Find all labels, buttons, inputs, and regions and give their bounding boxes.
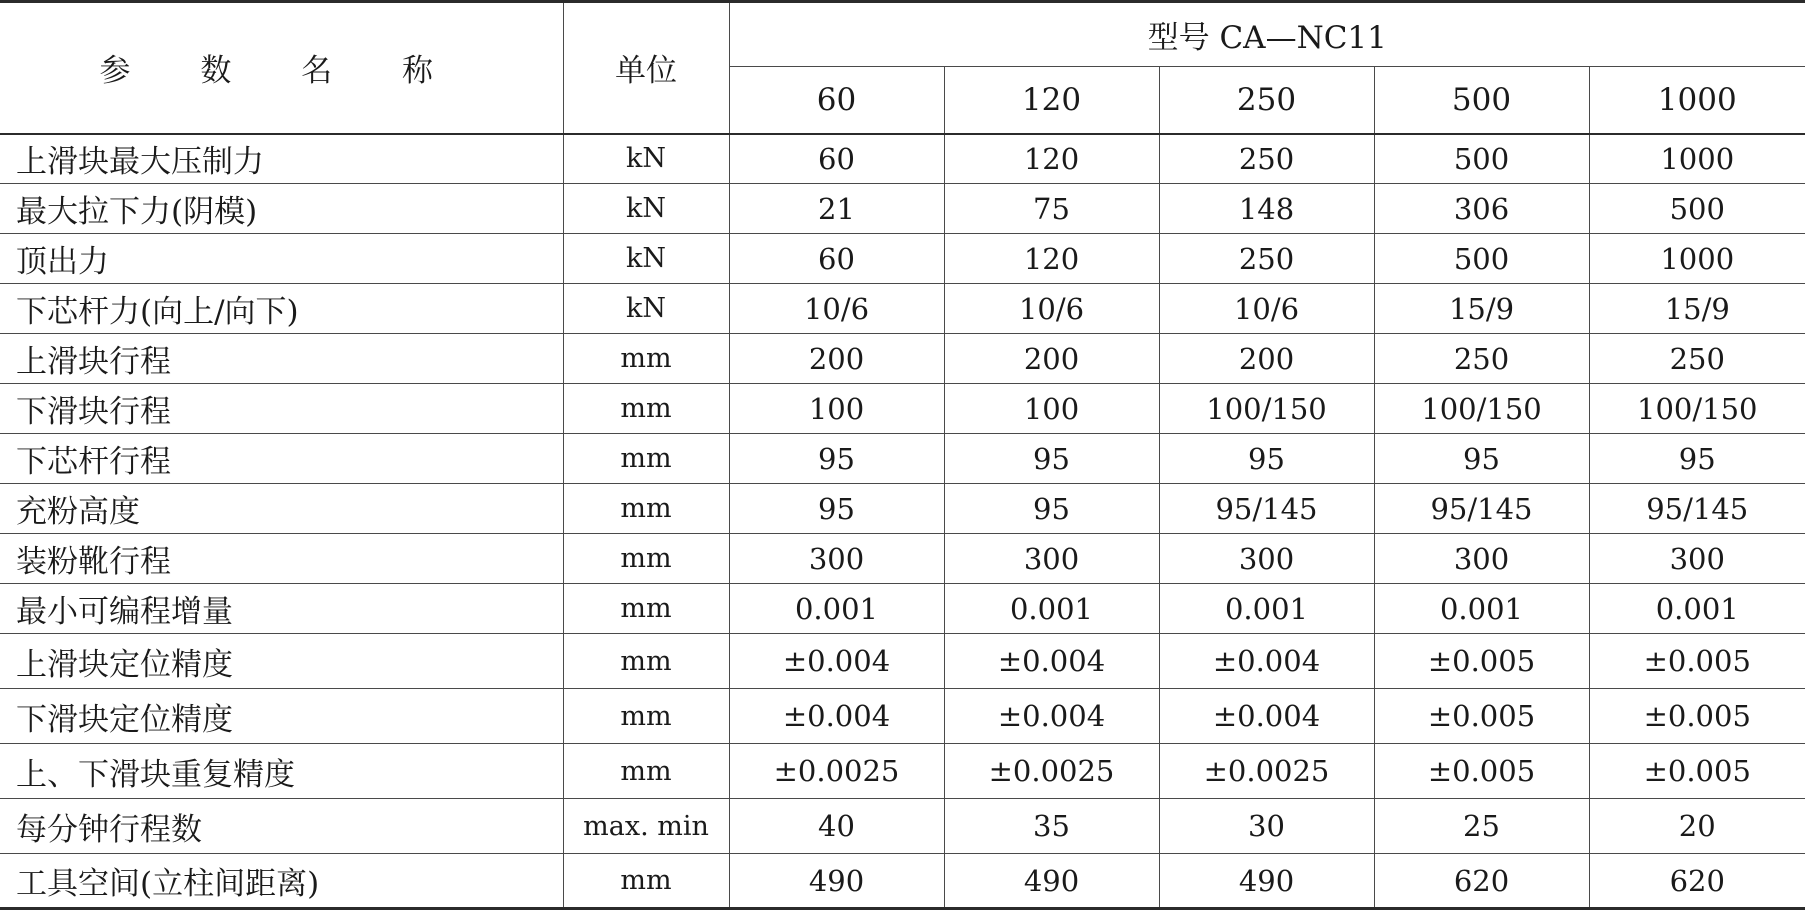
row-param-name: 下滑块行程 bbox=[0, 384, 563, 434]
row-value: ±0.005 bbox=[1589, 634, 1805, 689]
row-unit: mm bbox=[563, 634, 729, 689]
header-model-120: 120 bbox=[944, 67, 1159, 134]
row-value: ±0.005 bbox=[1374, 744, 1589, 799]
row-unit: kN bbox=[563, 284, 729, 334]
row-value: 300 bbox=[944, 534, 1159, 584]
table-row bbox=[0, 284, 1805, 334]
row-param-name: 最小可编程增量 bbox=[0, 584, 563, 634]
row-value: ±0.005 bbox=[1589, 689, 1805, 744]
row-value: ±0.0025 bbox=[944, 744, 1159, 799]
row-value: 250 bbox=[1589, 334, 1805, 384]
table-row bbox=[0, 744, 1805, 799]
row-value: 1000 bbox=[1589, 234, 1805, 284]
row-value: 500 bbox=[1374, 234, 1589, 284]
row-value: 0.001 bbox=[1159, 584, 1374, 634]
row-unit: kN bbox=[563, 134, 729, 184]
row-value: 0.001 bbox=[944, 584, 1159, 634]
table-header bbox=[0, 2, 1805, 134]
row-value: 148 bbox=[1159, 184, 1374, 234]
header-model: 型号 CA—NC11 bbox=[729, 2, 1805, 67]
row-param-name: 每分钟行程数 bbox=[0, 799, 563, 854]
table-row bbox=[0, 584, 1805, 634]
row-unit: mm bbox=[563, 334, 729, 384]
row-value: 490 bbox=[944, 854, 1159, 909]
row-param-name: 上滑块最大压制力 bbox=[0, 134, 563, 184]
row-param-name: 最大拉下力(阴模) bbox=[0, 184, 563, 234]
table-row bbox=[0, 234, 1805, 284]
row-value: 100 bbox=[729, 384, 944, 434]
row-value: 100/150 bbox=[1589, 384, 1805, 434]
row-value: 0.001 bbox=[1374, 584, 1589, 634]
table-row bbox=[0, 434, 1805, 484]
row-value: 100/150 bbox=[1159, 384, 1374, 434]
table-body bbox=[0, 134, 1805, 909]
row-value: 300 bbox=[1374, 534, 1589, 584]
row-value: 300 bbox=[729, 534, 944, 584]
row-unit: max. min bbox=[563, 799, 729, 854]
row-param-name: 装粉靴行程 bbox=[0, 534, 563, 584]
row-param-name: 上滑块定位精度 bbox=[0, 634, 563, 689]
row-value: 500 bbox=[1374, 134, 1589, 184]
row-value: 95/145 bbox=[1374, 484, 1589, 534]
row-value: 300 bbox=[1589, 534, 1805, 584]
row-value: ±0.004 bbox=[729, 689, 944, 744]
row-value: ±0.004 bbox=[729, 634, 944, 689]
row-value: 95 bbox=[944, 434, 1159, 484]
row-param-name: 上滑块行程 bbox=[0, 334, 563, 384]
row-value: 60 bbox=[729, 234, 944, 284]
row-value: 250 bbox=[1159, 234, 1374, 284]
row-value: ±0.0025 bbox=[729, 744, 944, 799]
row-value: 620 bbox=[1374, 854, 1589, 909]
row-value: 20 bbox=[1589, 799, 1805, 854]
table-row bbox=[0, 799, 1805, 854]
row-value: 200 bbox=[1159, 334, 1374, 384]
row-unit: kN bbox=[563, 234, 729, 284]
row-value: ±0.004 bbox=[944, 689, 1159, 744]
row-value: 100 bbox=[944, 384, 1159, 434]
row-value: ±0.005 bbox=[1374, 634, 1589, 689]
row-param-name: 下芯杆行程 bbox=[0, 434, 563, 484]
row-value: 15/9 bbox=[1589, 284, 1805, 334]
row-value: 300 bbox=[1159, 534, 1374, 584]
row-value: 0.001 bbox=[729, 584, 944, 634]
row-unit: mm bbox=[563, 689, 729, 744]
header-unit: 单位 bbox=[563, 2, 729, 134]
row-param-name: 下滑块定位精度 bbox=[0, 689, 563, 744]
row-value: 120 bbox=[944, 234, 1159, 284]
header-model-500: 500 bbox=[1374, 67, 1589, 134]
row-value: 10/6 bbox=[729, 284, 944, 334]
row-param-name: 顶出力 bbox=[0, 234, 563, 284]
row-unit: mm bbox=[563, 584, 729, 634]
table-row bbox=[0, 134, 1805, 184]
row-param-name: 充粉高度 bbox=[0, 484, 563, 534]
header-model-1000: 1000 bbox=[1589, 67, 1805, 134]
row-unit: mm bbox=[563, 484, 729, 534]
header-model-250: 250 bbox=[1159, 67, 1374, 134]
row-value: 490 bbox=[729, 854, 944, 909]
row-unit: mm bbox=[563, 744, 729, 799]
row-unit: kN bbox=[563, 184, 729, 234]
row-value: 200 bbox=[729, 334, 944, 384]
table-row bbox=[0, 184, 1805, 234]
row-param-name: 上、下滑块重复精度 bbox=[0, 744, 563, 799]
row-value: ±0.0025 bbox=[1159, 744, 1374, 799]
row-value: 306 bbox=[1374, 184, 1589, 234]
row-value: 75 bbox=[944, 184, 1159, 234]
row-value: 15/9 bbox=[1374, 284, 1589, 334]
row-value: 100/150 bbox=[1374, 384, 1589, 434]
row-value: 95/145 bbox=[1589, 484, 1805, 534]
row-value: 21 bbox=[729, 184, 944, 234]
table-row bbox=[0, 634, 1805, 689]
row-unit: mm bbox=[563, 854, 729, 909]
row-param-name: 工具空间(立柱间距离) bbox=[0, 854, 563, 909]
row-value: 620 bbox=[1589, 854, 1805, 909]
row-value: ±0.005 bbox=[1374, 689, 1589, 744]
row-unit: mm bbox=[563, 434, 729, 484]
row-value: 95/145 bbox=[1159, 484, 1374, 534]
row-value: 10/6 bbox=[944, 284, 1159, 334]
row-value: ±0.004 bbox=[1159, 689, 1374, 744]
header-model-60: 60 bbox=[729, 67, 944, 134]
table-row bbox=[0, 854, 1805, 909]
row-value: 40 bbox=[729, 799, 944, 854]
row-param-name: 下芯杆力(向上/向下) bbox=[0, 284, 563, 334]
row-value: ±0.005 bbox=[1589, 744, 1805, 799]
row-value: 490 bbox=[1159, 854, 1374, 909]
row-value: 95 bbox=[729, 484, 944, 534]
row-unit: mm bbox=[563, 384, 729, 434]
row-value: 250 bbox=[1374, 334, 1589, 384]
table-row bbox=[0, 484, 1805, 534]
table-row bbox=[0, 689, 1805, 744]
row-value: 1000 bbox=[1589, 134, 1805, 184]
header-param-name: 参 数 名 称 bbox=[0, 2, 563, 134]
row-value: 250 bbox=[1159, 134, 1374, 184]
row-value: 95 bbox=[1159, 434, 1374, 484]
row-value: 35 bbox=[944, 799, 1159, 854]
row-unit: mm bbox=[563, 534, 729, 584]
row-value: 95 bbox=[1589, 434, 1805, 484]
row-value: 30 bbox=[1159, 799, 1374, 854]
row-value: 500 bbox=[1589, 184, 1805, 234]
row-value: ±0.004 bbox=[1159, 634, 1374, 689]
row-value: 120 bbox=[944, 134, 1159, 184]
row-value: 95 bbox=[729, 434, 944, 484]
table-row bbox=[0, 384, 1805, 434]
row-value: 95 bbox=[944, 484, 1159, 534]
row-value: 60 bbox=[729, 134, 944, 184]
row-value: 95 bbox=[1374, 434, 1589, 484]
table-row bbox=[0, 534, 1805, 584]
table-row bbox=[0, 334, 1805, 384]
row-value: 10/6 bbox=[1159, 284, 1374, 334]
row-value: 0.001 bbox=[1589, 584, 1805, 634]
row-value: 200 bbox=[944, 334, 1159, 384]
row-value: ±0.004 bbox=[944, 634, 1159, 689]
row-value: 25 bbox=[1374, 799, 1589, 854]
